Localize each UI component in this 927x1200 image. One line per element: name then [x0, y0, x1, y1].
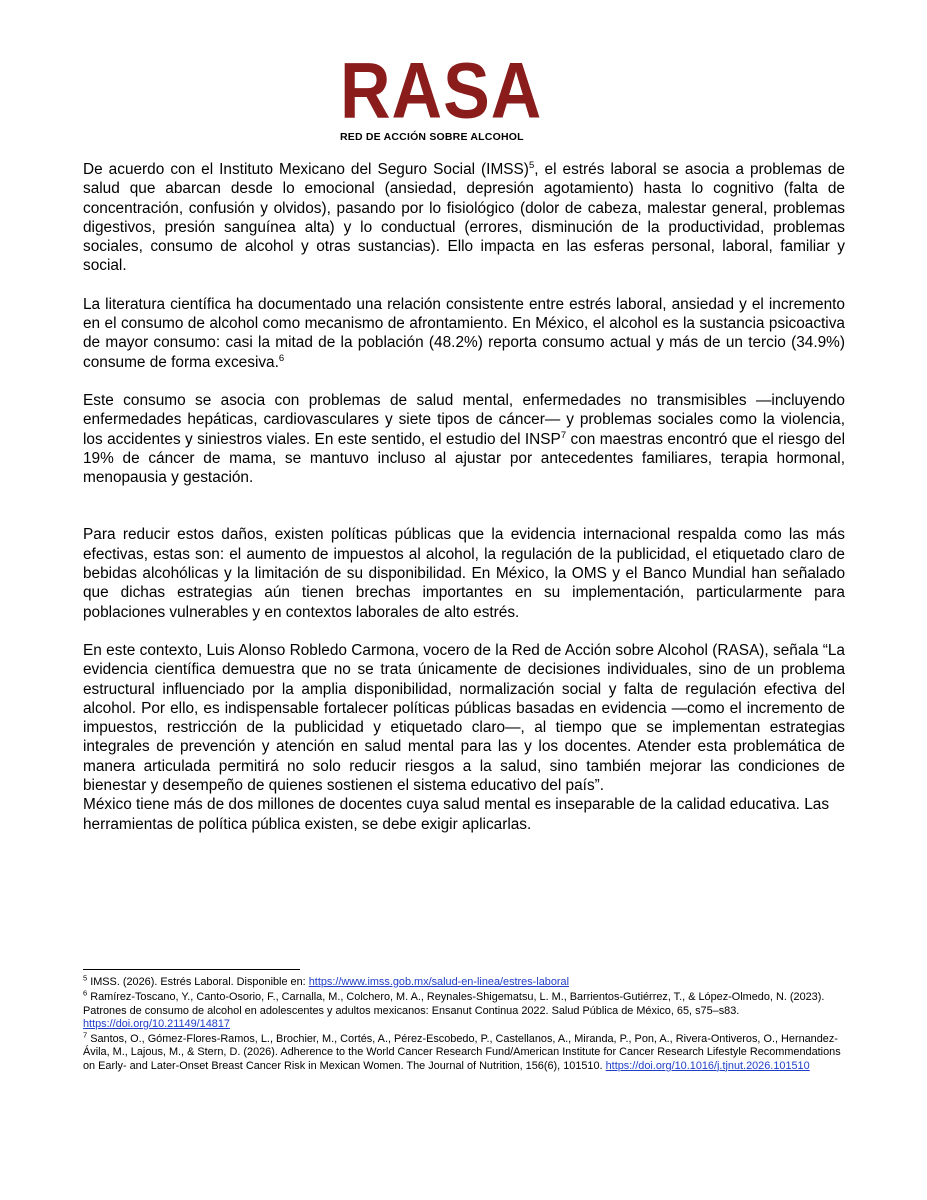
footnote-ref-7: 7: [560, 429, 567, 441]
footnote-link[interactable]: https://doi.org/10.1016/j.tjnut.2026.101510: [605, 1059, 810, 1072]
footnote-ref-6: 6: [278, 352, 285, 364]
paragraph-text: , el estrés laboral se asocia a problemas de salud que abarcan desde lo emocional (ansiedad, depresión agotamiento) hasta lo cognitivo (falta de concentración, confusión y olvidos), pasando por lo fisiológico (dolor de cabeza, malestar general, problemas digestivos, presión sanguínea alta) y lo conductual (errores, disminución de la productividad, problemas sociales, consumo de alcohol y otras sustancias). Ello impacta en las esferas personal, laboral, familiar y social.: [83, 161, 845, 275]
footnote-5: [83, 973, 845, 989]
footnote-link[interactable]: https://www.imss.gob.mx/salud-en-linea/estres-laboral: [308, 976, 570, 988]
logo-tagline: RED DE ACCIÓN SOBRE ALCOHOL: [340, 131, 524, 143]
paragraph-conclusion: México tiene más de dos millones de docentes cuya salud mental es inseparable de la calidad educativa. Las herramientas de política pública existen, se debe exigir aplicarlas.: [83, 796, 830, 833]
footnote-number: 5: [83, 973, 88, 983]
footnote-text: IMSS. (2026). Estrés Laboral. Disponible en:: [87, 976, 309, 988]
footnote-text: Ramírez-Toscano, Y., Canto-Osorio, F., Carnalla, M., Colchero, M. A., Reynales-Shigematsu, L. M., Barrientos-Gutiérrez, T., & López-Olmedo, N. (2023). Patrones de consumo de alcohol en adolescentes y adultos mexicanos: Ensanut Continua 2022. Salud Pública de México, 65, s75–s83.: [83, 991, 825, 1017]
paragraph-text: De acuerdo con el Instituto Mexicano del Seguro Social (IMSS): [83, 161, 529, 178]
rasa-logo: [340, 46, 543, 146]
footnote-7: [83, 1030, 845, 1073]
footnote-text: Santos, O., Gómez-Flores-Ramos, L., Brochier, M., Cortés, A., Pérez-Escobedo, P., Castellanos, A., Miranda, P., Pon, A., Rivera-Ontiveros, O., Hernandez-Ávila, M., Lajous, M., & Stern, D. (2026). Adherence to the World Cancer Research Fund/American Institute for Cancer Research Lifestyle Recommendations on Early- and Later-Onset Breast Cancer Risk in Mexican Women. The Journal of Nutrition, 156(6), 101510.: [83, 1033, 841, 1072]
paragraph-imss-stress: [83, 160, 845, 276]
paragraph-health-problems: [83, 391, 845, 487]
footnote-link[interactable]: https://doi.org/10.21149/14817: [83, 1017, 230, 1030]
footnotes: [83, 973, 845, 1075]
article-body: [83, 160, 845, 834]
footnote-number: 7: [83, 1030, 88, 1040]
paragraph-public-policies: Para reducir estos daños, existen políticas públicas que la evidencia internacional respalda como las más efectivas, estas son: el aumento de impuestos al alcohol, la regulación de la publicidad, el etiquetado claro de bebidas alcohólicas y la limitación de su disponibilidad. En México, la OMS y el Banco Mundial han señalado que dichas estrategias aún tienen brechas importantes en su implementación, particularmente para poblaciones vulnerables y en contextos laborales de alto estrés.: [83, 526, 845, 621]
paragraph-text: con maestras encontró que el riesgo del 19% de cáncer de mama, se mantuvo incluso al ajustar por antecedentes familiares, terapia hormonal, menopausia y gestación.: [83, 430, 845, 487]
paragraph-text: Este consumo se asocia con problemas de salud mental, enfermedades no transmisibles —incluyendo enfermedades hepáticas, cardiovasculares y siete tipos de cáncer— y problemas sociales como la violencia, los accidentes y siniestros viales. En este sentido, el estudio del INSP: [83, 391, 845, 448]
footnote-separator: [83, 969, 300, 970]
footnote-6: [83, 988, 845, 1031]
paragraph-spokesperson-quote: En este contexto, Luis Alonso Robledo Carmona, vocero de la Red de Acción sobre Alcohol (RASA), señala “La evidencia científica demuestra que no se trata únicamente de decisiones individuales, sino de un problema estructural influenciado por la amplia disponibilidad, normalización social y falta de regulación efectiva del alcohol. Por ello, es indispensable fortalecer políticas públicas basadas en evidencia —como el incremento de impuestos, restricción de la publicidad y etiquetado claro—, al tiempo que se implementan estrategias integrales de prevención y atención en salud mental para las y los docentes. Atender esta problemática de manera articulada permitirá no solo reducir riesgos a la salud, sino también mejorar las condiciones de bienestar y desempeño de quienes sostienen el sistema educativo del país”.: [83, 641, 845, 795]
footnote-ref-5: 5: [528, 159, 535, 171]
paragraph-alcohol-consumption: [83, 295, 845, 372]
footnote-number: 6: [83, 988, 88, 998]
logo-wordmark: RASA: [340, 47, 543, 135]
paragraph-text: La literatura científica ha documentado una relación consistente entre estrés laboral, ansiedad y el incremento en el consumo de alcohol como mecanismo de afrontamiento. En México, el alcohol es la sustancia psicoactiva de mayor consumo: casi la mitad de la población (48.2%) reporta consumo actual y más de un tercio (34.9%) consume de forma excesiva.: [83, 295, 845, 371]
